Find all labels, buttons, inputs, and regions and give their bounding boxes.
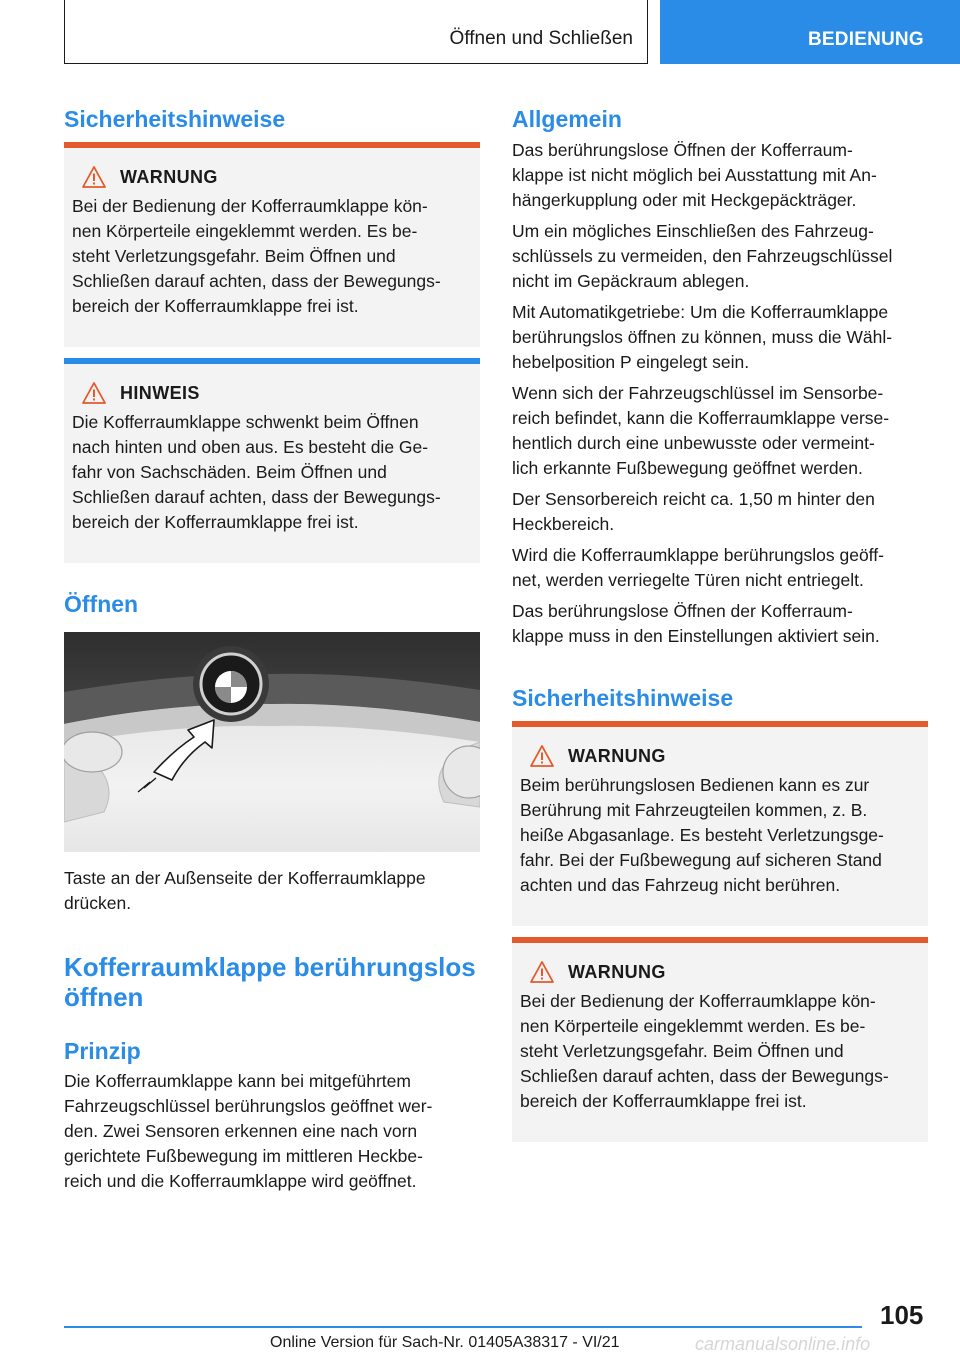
text-line: achten und das Fahrzeug nicht berühren.	[520, 875, 841, 895]
text-line: drücken.	[64, 893, 132, 913]
page-number: 105	[880, 1300, 924, 1330]
text-line: nicht im Gepäckraum ablegen.	[512, 271, 750, 291]
text-line: Wenn sich der Fahrzeugschlüssel im Sensorbe-	[512, 383, 884, 403]
header-section-box	[64, 0, 648, 64]
warning-triangle-icon	[82, 382, 106, 404]
text-line: Die Kofferraumklappe kann bei mitgeführtem	[64, 1071, 411, 1091]
text-line: Schließen darauf achten, dass der Bewegungs-	[72, 271, 441, 291]
text-line: steht Verletzungsgefahr. Beim Öffnen und	[520, 1041, 844, 1061]
text-line: Bei der Bedienung der Kofferraumklappe kön-	[72, 196, 428, 216]
safety-heading-left: Sicherheitshinweise	[64, 106, 286, 132]
text-line: den. Zwei Sensoren erkennen eine nach vorn	[64, 1121, 418, 1141]
text-line: Mit Automatikgetriebe: Um die Kofferraumklappe	[512, 302, 889, 322]
warning-triangle-icon	[530, 961, 554, 983]
text-line: nen Körperteile eingeklemmt werden. Es be-	[72, 221, 418, 241]
text-line: nach hinten und oben aus. Es besteht die Ge-	[72, 437, 429, 457]
text-line: Das berührungslose Öffnen der Kofferraum-	[512, 140, 853, 160]
hint-text	[72, 410, 472, 535]
warning-box-2	[512, 721, 928, 926]
warning-title: WARNUNG	[120, 166, 218, 187]
text-line: schlüssels zu vermeiden, den Fahrzeugschlüssel	[512, 246, 893, 266]
warning-box-1	[64, 142, 480, 347]
open-caption	[64, 866, 480, 916]
open-heading: Öffnen	[64, 591, 139, 617]
safety-heading-right: Sicherheitshinweise	[512, 685, 734, 711]
hint-box-1	[64, 358, 480, 563]
text-line: bereich der Kofferraumklappe frei ist.	[72, 512, 359, 532]
text-line: steht Verletzungsgefahr. Beim Öffnen und	[72, 246, 396, 266]
paragraph	[512, 219, 932, 294]
header-chapter-tab: BEDIENUNG	[660, 0, 960, 64]
paragraph	[512, 487, 932, 537]
text-line: bereich der Kofferraumklappe frei ist.	[520, 1091, 807, 1111]
text-line: Schließen darauf achten, dass der Bewegungs-	[520, 1066, 889, 1086]
general-heading: Allgemein	[512, 106, 622, 132]
text-line: hentlich durch eine unbewusste oder vermeint-	[512, 433, 875, 453]
warning-title: WARNUNG	[568, 961, 666, 982]
text-line: fahr. Bei der Fußbewegung auf sicheren Stand	[520, 850, 882, 870]
contactless-heading	[64, 952, 484, 1012]
trunk-button-illustration	[64, 632, 480, 852]
warning-triangle-icon	[82, 166, 106, 188]
general-text	[512, 138, 932, 649]
text-line: Wird die Kofferraumklappe berührungslos geöff-	[512, 545, 884, 565]
text-line: Taste an der Außenseite der Kofferraumklappe	[64, 868, 426, 888]
text-line: klappe muss in den Einstellungen aktiviert sein.	[512, 626, 880, 646]
text-line: reich und die Kofferraumklappe wird geöffnet.	[64, 1171, 417, 1191]
text-line: Schließen darauf achten, dass der Bewegungs-	[72, 487, 441, 507]
text-line: Heckbereich.	[512, 514, 615, 534]
paragraph	[512, 599, 932, 649]
warning-title: WARNUNG	[568, 745, 666, 766]
footer-divider	[64, 1326, 862, 1328]
text-line: Bei der Bedienung der Kofferraumklappe kön-	[520, 991, 876, 1011]
text-line: hängerkupplung oder mit Heckgepäckträger.	[512, 190, 857, 210]
watermark-text: carmanualsonline.info	[695, 1334, 871, 1354]
paragraph	[512, 381, 932, 481]
text-line: klappe ist nicht möglich bei Ausstattung mit An-	[512, 165, 877, 185]
text-line: Der Sensorbereich reicht ca. 1,50 m hinter den	[512, 489, 875, 509]
text-line: Fahrzeugschlüssel berührungslos geöffnet wer-	[64, 1096, 433, 1116]
warning-text	[520, 773, 920, 898]
text-line: fahr von Sachschäden. Beim Öffnen und	[72, 462, 387, 482]
text-line: berührungslos öffnen zu können, muss die Wähl-	[512, 327, 893, 347]
header-section-title: Öffnen und Schließen	[449, 28, 633, 49]
text-line: gerichtete Fußbewegung im mittleren Heckbe-	[64, 1146, 423, 1166]
principle-text	[64, 1069, 480, 1194]
paragraph	[512, 300, 932, 375]
text-line: Das berührungslose Öffnen der Kofferraum-	[512, 601, 853, 621]
text-line: Um ein mögliches Einschließen des Fahrzeug-	[512, 221, 874, 241]
text-line: reich befindet, kann die Kofferraumklappe verse-	[512, 408, 890, 428]
text-line: Berührung mit Fahrzeugteilen kommen, z. B.	[520, 800, 868, 820]
warning-box-3	[512, 937, 928, 1142]
text-line: hebelposition P eingelegt sein.	[512, 352, 750, 372]
principle-heading: Prinzip	[64, 1038, 141, 1064]
text-line: bereich der Kofferraumklappe frei ist.	[72, 296, 359, 316]
bmw-logo	[193, 646, 269, 722]
text-line: lich erkannte Fußbewegung geöffnet werden.	[512, 458, 863, 478]
text-line: nen Körperteile eingeklemmt werden. Es be-	[520, 1016, 866, 1036]
paragraph	[512, 543, 932, 593]
warning-text	[520, 989, 920, 1114]
text-line: Beim berührungslosen Bedienen kann es zur	[520, 775, 870, 795]
warning-triangle-icon	[530, 745, 554, 767]
text-line: Die Kofferraumklappe schwenkt beim Öffnen	[72, 412, 419, 432]
heading-line: öffnen	[64, 982, 144, 1012]
warning-text	[72, 194, 472, 319]
text-line: net, werden verriegelte Türen nicht entriegelt.	[512, 570, 864, 590]
online-version-note: Online Version für Sach-Nr. 01405A38317 - VI/21	[270, 1334, 620, 1351]
heading-line: Kofferraumklappe berührungslos	[64, 952, 476, 982]
hint-title: HINWEIS	[120, 382, 200, 403]
text-line: heiße Abgasanlage. Es besteht Verletzungsge-	[520, 825, 884, 845]
paragraph	[512, 138, 932, 213]
trunk-lid-image	[64, 632, 480, 852]
